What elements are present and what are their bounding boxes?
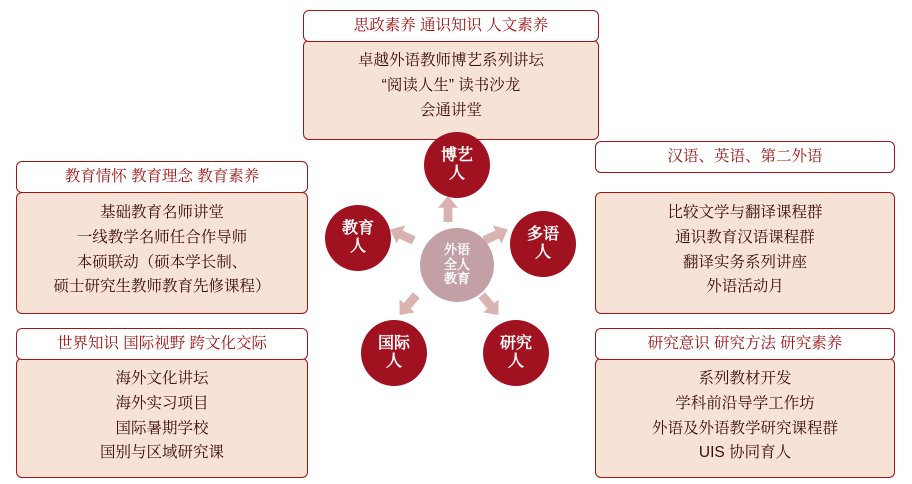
node-duoyu-line-1: 人 xyxy=(534,244,551,261)
panel-left-top xyxy=(16,192,308,314)
panel-top-item-0: 卓越外语教师博艺系列讲坛 xyxy=(357,52,544,69)
panel-left-bottom-item-2: 国际暑期学校 xyxy=(115,419,209,437)
node-boyi-line-0: 博艺 xyxy=(440,147,473,165)
center-line-0: 外语 xyxy=(443,242,470,258)
panel-right-top-item-2: 翻译实务系列讲座 xyxy=(682,253,807,271)
arrow-up-icon xyxy=(438,196,458,222)
node-duoyu[interactable] xyxy=(510,211,576,277)
node-jiaoyu[interactable] xyxy=(325,205,391,271)
center-node xyxy=(420,228,494,302)
node-yanjiu[interactable] xyxy=(483,320,549,386)
panel-left-top-title: 教育情怀 教育理念 教育素养 xyxy=(16,161,308,193)
node-yanjiu-line-0: 研究 xyxy=(499,335,532,353)
node-guoji[interactable] xyxy=(361,320,427,386)
panel-left-bottom-item-0: 海外文化讲坛 xyxy=(115,370,209,387)
panel-top-item-2: 会通讲堂 xyxy=(419,101,482,119)
panel-top-item-1: “阅读人生” 读书沙龙 xyxy=(381,76,521,94)
panel-left-bottom xyxy=(16,358,308,478)
panel-right-top xyxy=(595,192,895,314)
arrow-down-left-icon xyxy=(392,289,424,322)
panel-right-top-title: 汉语、英语、第二外语 xyxy=(595,141,895,173)
node-boyi-line-1: 人 xyxy=(448,165,465,182)
panel-right-top-item-0: 比较文学与翻译课程群 xyxy=(667,204,823,221)
panel-right-bottom xyxy=(595,358,895,478)
node-guoji-line-1: 人 xyxy=(385,353,402,370)
panel-right-bottom-item-1: 学科前沿导学工作坊 xyxy=(675,394,815,412)
center-line-1: 全人 xyxy=(443,256,470,272)
panel-left-top-item-0: 基础教育名师讲堂 xyxy=(99,204,224,221)
panel-right-bottom-item-2: 外语及外语教学研究课程群 xyxy=(651,419,838,437)
center-line-2: 教育 xyxy=(443,271,470,287)
panel-right-bottom-item-0: 系列教材开发 xyxy=(698,370,792,387)
panel-left-top-item-1: 一线教学名师任合作导师 xyxy=(76,228,248,246)
node-duoyu-line-0: 多语 xyxy=(526,226,559,244)
panel-right-bottom-item-3: UIS 协同育人 xyxy=(698,444,792,462)
panel-left-bottom-item-3: 国别与区域研究课 xyxy=(99,444,224,462)
node-guoji-line-0: 国际 xyxy=(377,335,410,353)
node-jiaoyu-line-0: 教育 xyxy=(341,220,374,238)
panel-left-bottom-title: 世界知识 国际视野 跨文化交际 xyxy=(16,328,308,360)
node-boyi[interactable] xyxy=(424,132,490,198)
node-jiaoyu-line-1: 人 xyxy=(349,238,366,255)
panel-top-title: 思政素养 通识知识 人文素养 xyxy=(303,10,599,42)
panel-top xyxy=(303,40,599,140)
panel-right-bottom-title: 研究意识 研究方法 研究素养 xyxy=(595,328,895,360)
node-yanjiu-line-1: 人 xyxy=(507,353,524,370)
panel-left-top-item-2: 本硕联动（硕本学长制、 xyxy=(76,253,248,271)
panel-right-top-item-3: 外语活动月 xyxy=(706,278,784,296)
panel-left-top-item-3: 硕士研究生教师教育先修课程） xyxy=(53,278,271,296)
panel-right-top-item-1: 通识教育汉语课程群 xyxy=(675,228,815,246)
panel-left-bottom-item-1: 海外实习项目 xyxy=(115,394,209,412)
